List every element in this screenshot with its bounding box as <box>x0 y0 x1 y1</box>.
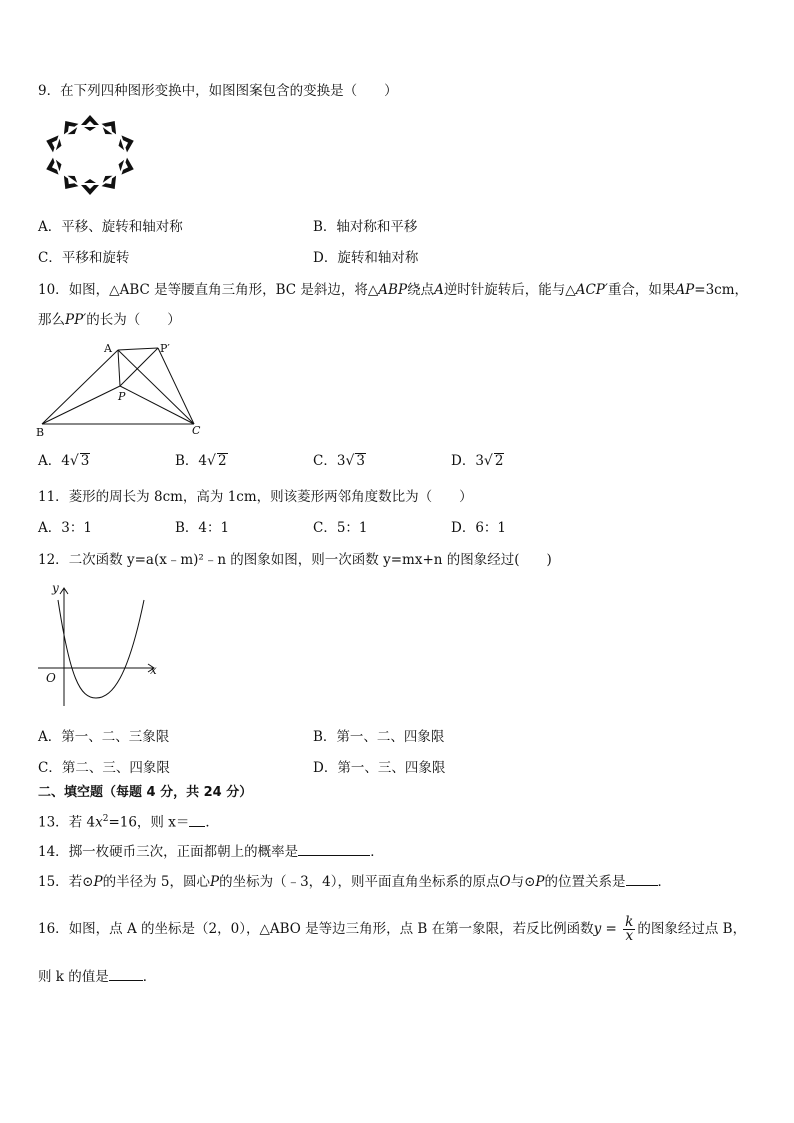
q10-option-b[interactable]: B．4√ 2 <box>175 453 227 469</box>
q10-label-b: B <box>36 426 45 439</box>
q16-fraction: $\frac{k}{x}$ <box>625 914 634 944</box>
q10-stem-line2: 那么PP′的长为（ ） <box>38 312 181 328</box>
q11-option-c[interactable]: C．5：1 <box>313 520 368 536</box>
q12-label-x: x <box>150 663 157 677</box>
q12-option-d[interactable]: D．第一、三、四象限 <box>313 760 446 776</box>
q12-parabola-graph <box>36 578 162 710</box>
q10-label-a: A <box>104 342 112 355</box>
q15-answer-blank[interactable] <box>626 873 658 886</box>
q12-option-a[interactable]: A．第一、二、三象限 <box>38 729 170 745</box>
q14-answer-blank[interactable] <box>298 843 370 856</box>
q13-stem: 13．若 $4x^2=16$，则 x＝ ． <box>38 814 219 831</box>
q16-answer-blank[interactable] <box>109 968 143 981</box>
q9-option-d[interactable]: D．旋转和轴对称 <box>313 250 419 266</box>
q16-stem-line1: 16．如图，点 A 的坐标是（2，0），△ABO 是等边三角形，点 B 在第一象限，若反比例函数y = $\frac{k}{x}$ 的图象经过点 B， <box>38 914 747 944</box>
q10-label-p: P <box>118 390 126 403</box>
q12-parabola-curve <box>58 600 144 698</box>
q12-option-c[interactable]: C．第二、三、四象限 <box>38 760 170 776</box>
section2-title: 二、填空题（每题 4 分，共 24 分） <box>38 785 253 800</box>
q12-label-origin: O <box>46 671 56 685</box>
q14-stem: 14．掷一枚硬币三次，正面都朝上的概率是 ． <box>38 844 384 860</box>
q9-option-c[interactable]: C．平移和旋转 <box>38 250 130 266</box>
q11-option-d[interactable]: D．6：1 <box>451 520 507 536</box>
q11-option-a[interactable]: A．3：1 <box>38 520 92 536</box>
q9-pattern-figure <box>38 112 142 198</box>
q9-option-a[interactable]: A．平移、旋转和轴对称 <box>38 219 183 235</box>
q9-option-b[interactable]: B．轴对称和平移 <box>313 219 418 235</box>
q16-stem-line2: 则 k 的值是 ． <box>38 969 157 985</box>
q11-option-b[interactable]: B．4：1 <box>175 520 230 536</box>
q13-answer-blank[interactable] <box>189 814 205 827</box>
q11-stem: 11．菱形的周长为 8cm，高为 1cm，则该菱形两邻角度数比为（ ） <box>38 489 473 505</box>
q12-label-y: y <box>52 581 59 595</box>
q15-stem: 15．若⊙P的半径为 5，圆心P的坐标为（﹣3，4），则平面直角坐标系的原点O与⊙P的位置关系是 ． <box>38 874 671 890</box>
q9-stem: 9．在下列四种图形变换中，如图图案包含的变换是（ ） <box>38 83 398 99</box>
q10-label-c: C <box>192 424 201 437</box>
q10-label-p-prime: P′ <box>160 342 170 355</box>
q10-option-d[interactable]: D．3√ 2 <box>451 453 504 469</box>
q12-stem: 12．二次函数 y=a(x﹣m)²﹣n 的图象如图，则一次函数 y=mx+n 的图象经过( ) <box>38 552 552 568</box>
q10-option-c[interactable]: C．3√ 3 <box>313 453 365 469</box>
q10-triangle-figure <box>34 338 206 440</box>
q10-stem-line1: 10．如图，△ABC 是等腰直角三角形，BC 是斜边，将△ABP绕点A逆时针旋转后，能与△ACP′重合，如果AP=3cm， <box>38 282 749 298</box>
q12-option-b[interactable]: B．第一、二、四象限 <box>313 729 445 745</box>
q10-option-a[interactable]: A．4√ 3 <box>38 453 90 469</box>
